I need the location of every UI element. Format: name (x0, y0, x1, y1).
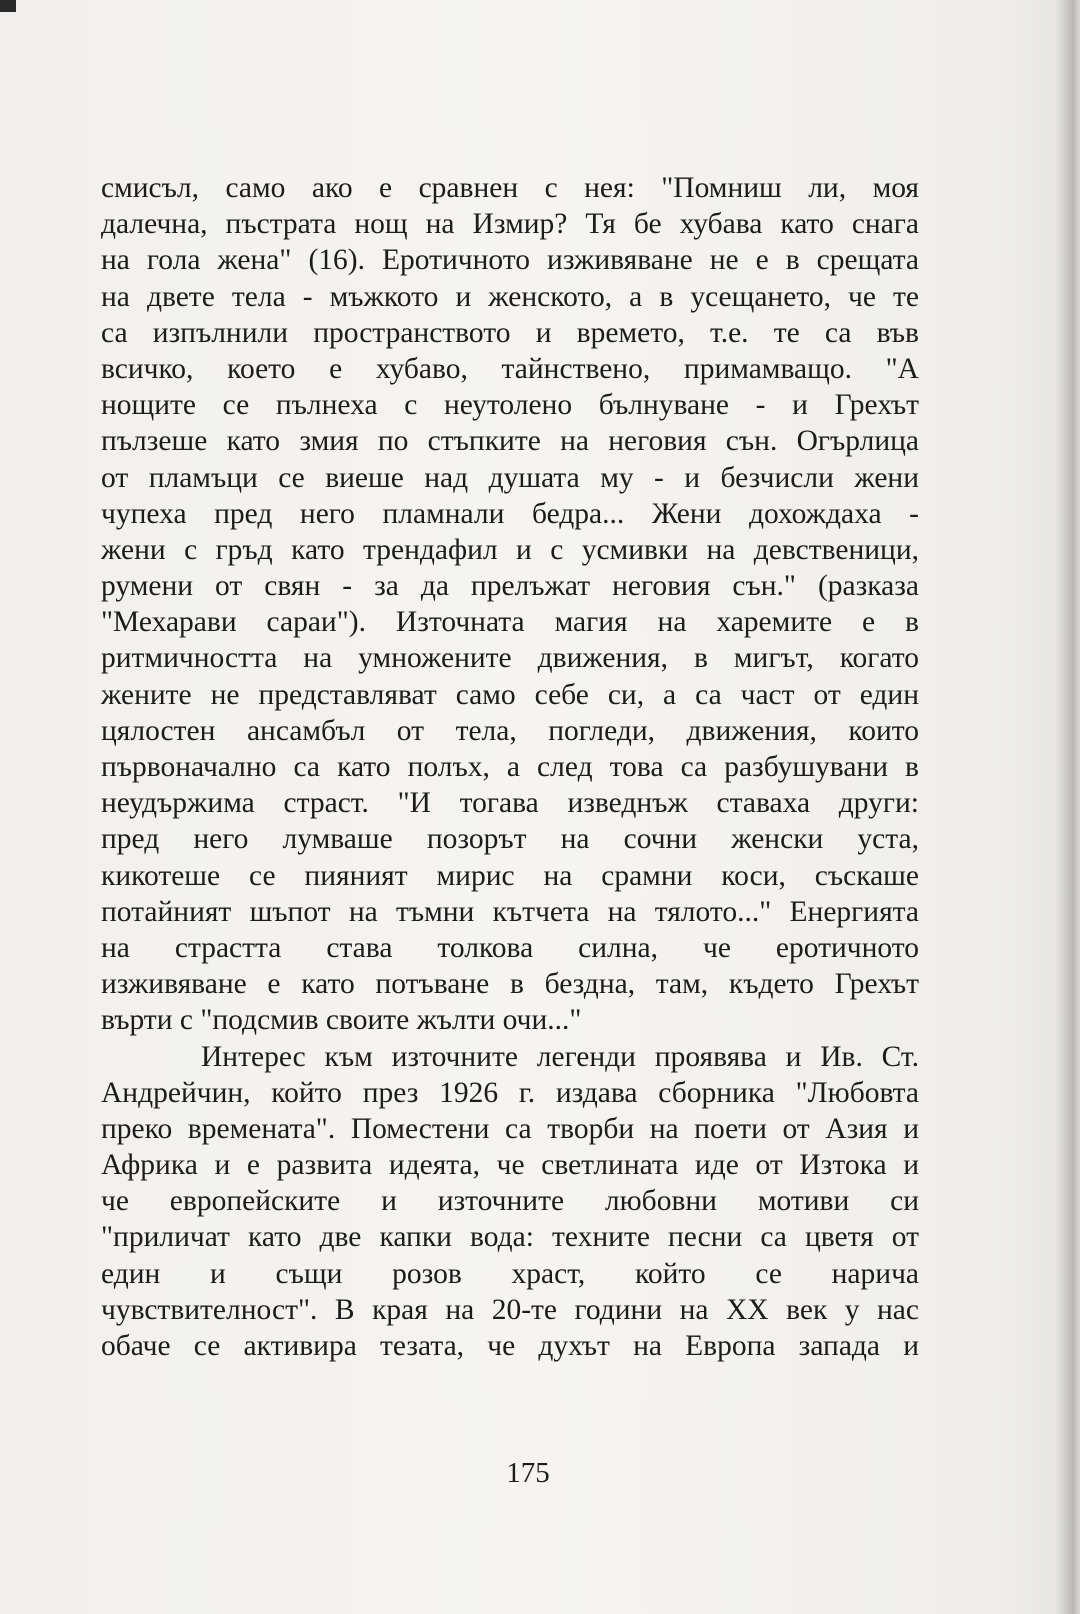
paragraph-2 (101, 1039, 919, 1365)
text-line: далечна, пъстрата нощ на Измир? Тя бе хубава като снага (101, 208, 919, 241)
text-line: всичко, което е хубаво, тайнствено, примамващо. "А (101, 352, 919, 385)
text-line: преко времената". Поместени са творби на поети от Азия и (101, 1112, 919, 1145)
text-line: неудържима страст. "И тогава изведнъж ставаха други: (101, 787, 919, 820)
scan-corner-shadow (0, 0, 16, 12)
text-line: нощите се пълнеха с неутолено бълнуване - и Грехът (101, 389, 919, 422)
text-line: смисъл, само ако е сравнен с нея: "Помниш ли, моя (101, 172, 919, 204)
text-line: Интерес към източните легенди проявява и Ив. Ст. (201, 1040, 919, 1073)
paragraph-1 (101, 170, 919, 1039)
text-line: жени с гръд като трендафил и с усмивки на девственици, (101, 533, 919, 566)
text-line: "Мехарави сараи"). Източната магия на харемите е в (101, 606, 919, 639)
text-line: "приличат като две капки вода: техните песни са цветя от (101, 1221, 919, 1254)
text-line: на гола жена" (16). Еротичното изживяване не е в срещата (101, 244, 919, 277)
text-line: ритмичността на умножените движения, в мигът, когато (101, 642, 919, 675)
text-line: върти с "подсмив своите жълти очи..." (101, 1004, 582, 1037)
page-binding-edge (1056, 0, 1080, 1614)
text-line: на страстта става толкова силна, че еротичното (101, 931, 919, 964)
text-line: изживяване е като потъване в бездна, там, където Грехът (101, 968, 919, 1001)
text-line: чувствителност". В края на 20-те години на XX век у нас (101, 1293, 919, 1326)
text-line: румени от свян - за да прелъжат неговия сън." (разказа (101, 570, 919, 603)
text-line: цялостен ансамбъл от тела, погледи, движения, които (101, 714, 919, 747)
text-line: че европейските и източните любовни мотиви си (101, 1185, 919, 1218)
text-line: пред него лумваше позорът на сочни женски уста, (101, 823, 919, 856)
text-line: кикотеше се пияният мирис на срамни коси, съскаше (101, 859, 919, 892)
body-text (101, 170, 919, 1364)
text-line: Африка и е развита идеята, че светлината иде от Изтока и (101, 1149, 919, 1182)
text-line: един и същи розов храст, който се нарича (101, 1257, 919, 1290)
text-line: първоначално са като полъх, а след това са разбушувани в (101, 751, 919, 783)
text-line: обаче се активира тезата, че духът на Европа запада и (101, 1330, 919, 1362)
text-line: чупеха пред него пламнали бедра... Жени дохождаха - (101, 497, 919, 530)
text-line: Андрейчин, който през 1926 г. издава сборника "Любовта (101, 1076, 919, 1109)
text-line: жените не представляват само себе си, а са част от един (101, 678, 919, 711)
text-line: са изпълнили пространството и времето, т.е. те са във (101, 316, 919, 349)
text-line: пълзеше като змия по стъпките на неговия сън. Огърлица (101, 425, 919, 458)
text-line: от пламъци се виеше над душата му - и безчисли жени (101, 461, 919, 494)
text-line: потайният шъпот на тъмни кътчета на тялото..." Енергията (101, 895, 919, 928)
text-line: на двете тела - мъжкото и женското, а в усещането, че те (101, 280, 919, 313)
page-number: 175 (506, 1457, 550, 1489)
